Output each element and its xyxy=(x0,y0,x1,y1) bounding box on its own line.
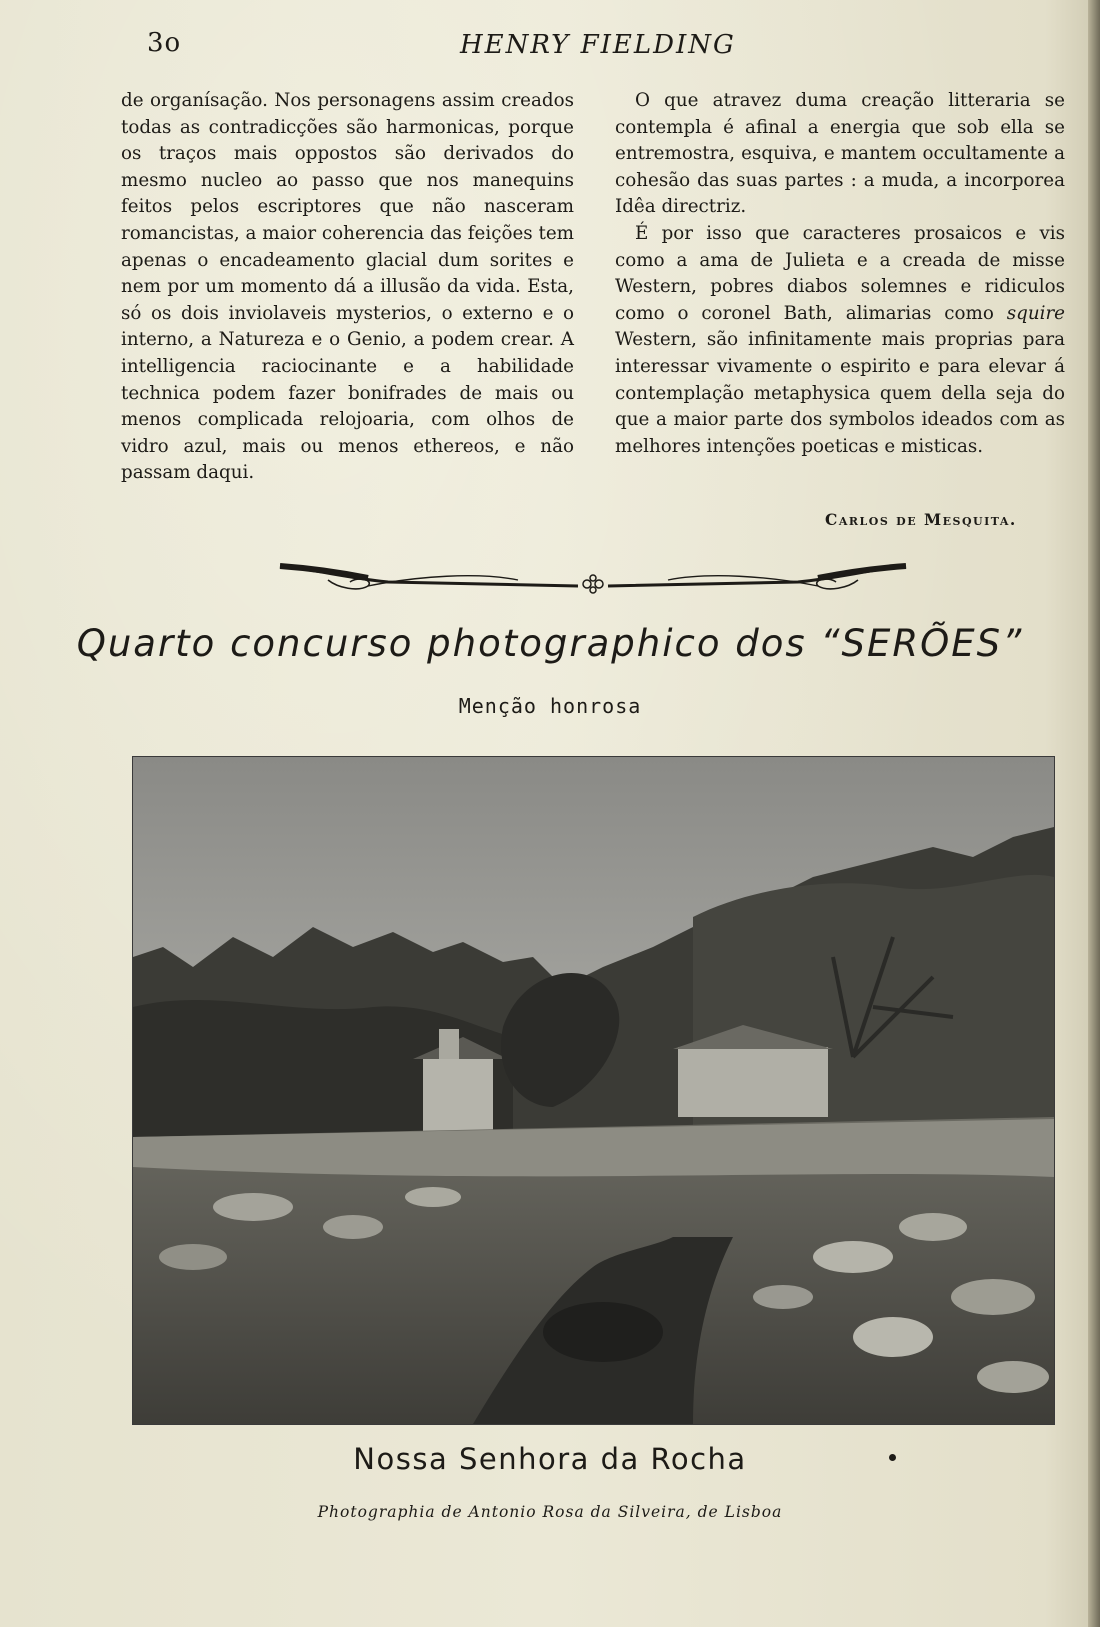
right-column xyxy=(615,88,1065,460)
right-paragraph-2-end: Western, são infinitamente mais proprias para interessar vivamente o espirito e para elevar á contemplação metaphysica quem della seja do que a maior parte dos symbolos ideados com as melhores intenções poeticas e misticas. xyxy=(615,329,1065,457)
page-header xyxy=(0,28,1100,68)
right-paragraph-2 xyxy=(615,221,1065,460)
author-signature: Carlos de Mesquita. xyxy=(825,510,1017,529)
running-title: HENRY FIELDING xyxy=(460,30,736,60)
right-paragraph-1: O que atravez duma creação litteraria se contempla é afinal a energia que sob ella se entremostra, esquiva, e mantem occultamente a cohesão das suas partes : a muda, a incorporea Idêa directriz. xyxy=(615,90,1065,218)
contest-title: Quarto concurso photographico dos “SERÕES” xyxy=(76,622,1024,665)
honorable-mention: Menção honrosa xyxy=(458,694,642,718)
right-paragraph-2-start: É por isso que caracteres prosaicos e vis como a ama de Julieta e a creada de misse Western, pobres diabos solemnes e ridiculos como o coronel Bath, alimarias como xyxy=(615,222,1065,324)
photo-caption: Nossa Senhora da Rocha xyxy=(353,1442,747,1476)
left-paragraph: de organísação. Nos personagens assim creados todas as contradicções são harmonicas, porque os traços mais oppostos são derivados do mesmo nucleo ao passo que nos manequins feitos pelos escriptores que não nasceram romancistas, a maior coherencia das feições tem apenas o encadeamento glacial dum sorites e nem por um momento dá a illusão da vida. Esta, só os dois inviolaveis mysterios, o externo e o interno, a Natureza e o Genio, a podem crear. A intelligencia raciocinante e a habilidade technica podem fazer bonifrades de mais ou menos complicada relojoaria, com olhos de vidro azul, mais ou menos ethereos, e não passam daqui. xyxy=(121,90,574,484)
page-number: 3o xyxy=(147,28,182,58)
photo-credit: Photographia de Antonio Rosa da Silveira, de Lisboa xyxy=(317,1503,783,1521)
left-column xyxy=(121,88,574,487)
italic-word: squire xyxy=(1006,302,1065,324)
page-edge xyxy=(1088,0,1100,1627)
ink-dot xyxy=(889,1454,896,1461)
landscape-photograph xyxy=(133,757,1054,1424)
photo-illustration xyxy=(133,757,1054,1424)
ornament-divider xyxy=(278,558,908,598)
